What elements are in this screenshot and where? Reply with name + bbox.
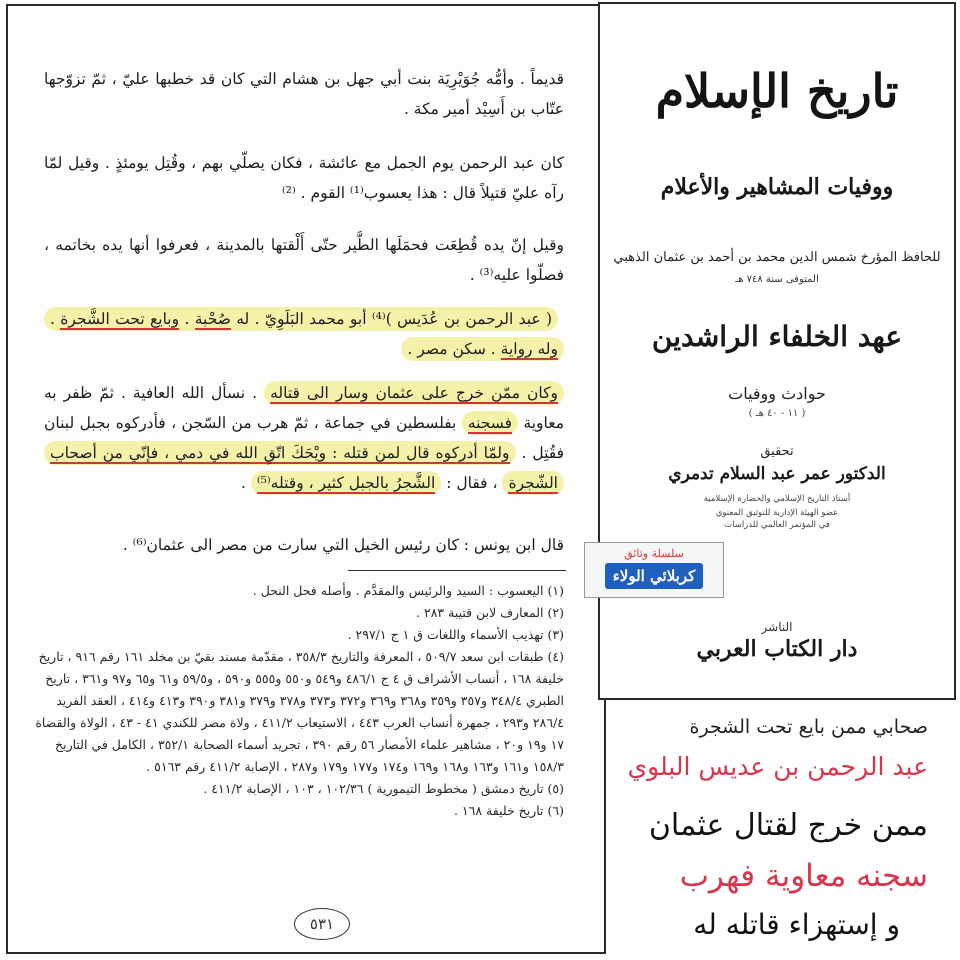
highlight-mockery: [251, 471, 441, 495]
page-number: ٥٣١: [294, 908, 350, 940]
cover-events: حوادث ووفيات: [728, 384, 826, 403]
cover-publisher: دار الكتاب العربي: [696, 636, 858, 662]
cover-subtitle: ووفيات المشاهير والأعلام: [660, 174, 894, 200]
book-page-scan: [6, 4, 606, 954]
cover-author: للحافظ المؤرخ شمس الدين محمد بن أحمد بن عثمان الذهبي: [613, 250, 941, 265]
cover-tahqiq-label: تحقيق: [760, 444, 794, 459]
footnote-6: (٦) تاريخ خليفة ١٦٨ .: [453, 803, 564, 818]
cover-publisher-label: الناشر: [761, 620, 793, 634]
text-segment: .: [240, 474, 251, 492]
footnote-separator: [348, 570, 566, 571]
cover-era: عهد الخلفاء الراشدين: [651, 320, 903, 353]
footnote-5: (٥) تاريخ دمشق ( مخطوط التيمورية ) ١٠٢/٣٦ ، ١٠٣ ، الإصابة ٤١١/٢ .: [203, 781, 564, 796]
caption-line-3: ممن خرج لقتال عثمان: [648, 808, 928, 843]
cover-editor-title-1: أستاذ التاريخ الإسلامي والحضارة الإسلامية: [703, 494, 851, 504]
paragraph-jamal: كان عبد الرحمن يوم الجمل مع عائشة ، فكان يصلّي بهم ، وقُتِل يومئذٍ . وقيل لمّا رآه عليّ قتيلاً قال : هذا يعسوب⁽¹⁾ القوم . ⁽²⁾: [44, 154, 564, 202]
paragraph-hand: وقيل إنّ يده قُطِعَت فحمَلَها الطَّير حتّى أَلْقتها بالمدينة ، فعرفوا أنها يده بخاتمه ، فصلّوا عليه⁽³⁾ .: [44, 236, 564, 284]
underlined-prison: فسجنه: [467, 414, 512, 432]
paragraph-mother: قديماً . وأمُّه جُوَيْرِيَة بنت أبي جهل بن هشام التي كان قد خطبها عليّ ، ثمّ تزوّجها عتّاب بن أَسِيْد أمير مكة .: [44, 70, 564, 118]
paragraph-biography-highlighted: [44, 304, 564, 364]
cover-editor-title-3: في المؤتمر العالمي للدراسات: [724, 520, 830, 530]
highlight-prison: [462, 411, 518, 435]
cover-editor-title-2: عضو الهيئة الإدارية للتوثيق المعنوي: [715, 508, 839, 518]
caption-line-2: عبد الرحمن بن عديس البلوي: [627, 752, 928, 781]
caption-line-4: سجنه معاوية فهرب: [679, 858, 928, 894]
footnote-4: (٤) طبقات ابن سعد ٥٠٩/٧ ، المعرفة والتاريخ ٣٥٨/٣ ، مقدّمة مسند بقيّ بن مخلد ١٦١ رقم ٩١٦ ، تاريخ خليفة ١٦٨ ، أنساب الأشراف ق ٤ ج ٤٨٦/١ و٥٤٩ و٥٥٠ و٥٥٥ و٥٩٠ ، و٥٩/٥ و٦١ و٦٥ و٩٧ و٣٦١ ، تاريخ الطبري ٣٤٨/٤ و٣٥٧ و٣٥٩ و٣٦٨ و٣٦٩ و٣٧٢ و٣٧٣ و٣٧٨ و٣٧٩ و٣٨١ و٣٩٠ و٤١٣ و٤١٤ ، العقد الفريد ٢٨٦/٤ و٢٩٣ ، جمهرة أنساب العرب ٤٤٣ ، الاستيعاب ٤١١/٢ ، ولاة مصر للكندي ٤١ - ٤٣ ، الولاة والقضاة ١٧ و١٩ و٢٠ ، مشاهير علماء الأمصار ٥٦ رقم ٣٩٠ ، تجريد أسماء الصحابة ٣٥٢/١ ، الكامل في التاريخ ١٥٨/٣ و١٦١ و١٦٣ و١٦٨ و١٦٩ و١٧٤ و١٧٧ و١٧٩ و٢٨٧ ، الإصابة ٤١١/٢ رقم ٥١٦٣ .: [35, 649, 564, 774]
footnotes: [34, 580, 564, 822]
cover-editor: الدكتور عمر عبد السلام تدمري: [668, 464, 886, 484]
underlined-narration: وله رواية: [500, 340, 558, 358]
underlined-against-uthman: وكان ممّن خرج على عثمان وسار الى قتاله: [270, 384, 558, 402]
paragraph-uthman-highlighted: [44, 378, 564, 498]
footnote-2: (٢) المعارف لابن قتيبة ٢٨٣ .: [416, 605, 564, 620]
highlight-block: [44, 307, 564, 361]
cover-title: تاريخ الإسلام: [655, 64, 899, 118]
cover-years: ( ١١ - ٤٠ هـ ): [748, 408, 806, 419]
logo-series-text: سلسلة وثائق: [624, 547, 684, 560]
logo-main-text: كربلائي الولاء: [605, 563, 704, 589]
caption-line-5: و إستهزاء قاتله له: [693, 908, 900, 941]
highlight-uthman: [264, 381, 564, 405]
text-segment: .: [179, 310, 195, 328]
text-segment: ( عبد الرحمن بن عُدَيس )⁽⁴⁾ أبو محمد البَلَوِيّ . له: [230, 310, 553, 328]
footnote-3: (٣) تهذيب الأسماء واللغات ق ١ ج ٢٩٧/١ .: [347, 627, 564, 642]
underlined-tree-pledge: وبايع تحت الشَّجرة: [60, 310, 180, 328]
text-segment: . نسأل الله العافية . ثمّ ظفر به معاوية: [44, 384, 564, 432]
cover-author-death: المتوفى سنة ٧٤٨ هـ: [735, 274, 819, 285]
underlined-mockery: الشَّجرُ بالجبل كثير ، وقتله⁽⁵⁾: [256, 474, 436, 492]
caption-line-1: صحابي ممن بايع تحت الشجرة: [689, 716, 928, 738]
paragraph-ibn-yunus: قال ابن يونس : كان رئيس الخيل التي سارت من مصر الى عثمان⁽⁶⁾ .: [122, 536, 564, 554]
underlined-last-words: ولمّا أدركوه قال لمن قتله : ويْحَكَ اتّقِ الله في دمي ، فإنّي من أصحاب الشّجرة: [50, 444, 558, 492]
footnote-1: (١) اليعسوب : السيد والرئيس والمقدَّم . وأصله فحل النحل .: [252, 583, 564, 598]
underlined-companion: صُحْبة: [194, 310, 231, 328]
text-segment: ، فقال :: [441, 474, 503, 492]
text-segment: بفلسطين في جماعة ، ثمّ هرب من السّجن ، فأدركوه بجبل لبنان فقُتِل .: [44, 414, 564, 462]
text-segment: . سكن مصر .: [407, 340, 501, 358]
text-segment: .: [50, 310, 61, 328]
watermark-logo: [584, 542, 724, 598]
